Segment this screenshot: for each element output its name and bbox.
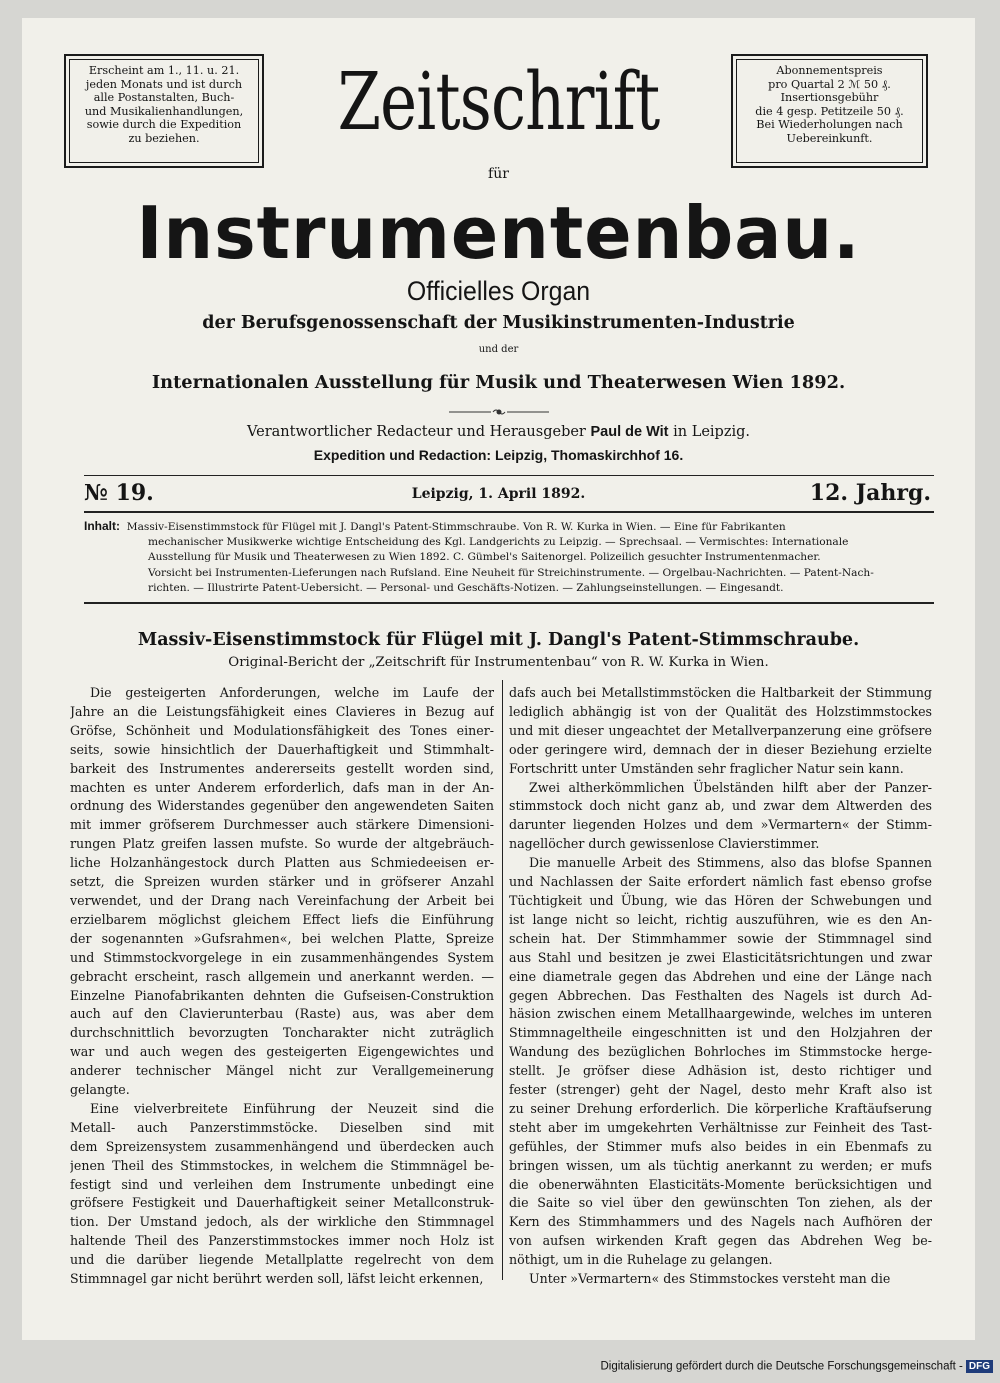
article-text-line: tion. Der Umstand jedoch, als der wirkliche den Stimmnagel [70,1214,494,1230]
article-text-line: gröfsere Festigkeit und Dauerhaftigkeit seiner Metallconstruk- [70,1195,494,1211]
und-der: und der [478,344,519,355]
issue-number: № 19. [84,480,154,506]
digitization-footer [0,1360,993,1373]
masthead-title-zeitschrift: Zeitschrift [337,55,660,148]
table-of-contents [84,519,934,596]
article-text-line: schein hat. Der Stimmhammer sowie der Stimmnagel sind [509,930,932,946]
editor-name: Paul de Wit [590,424,669,440]
article-text-line: die Saite so viel über den gewünschten Ton ziehen, als der [509,1195,932,1211]
left-box-line: zu beziehen. [128,131,200,145]
article-text-line: fester (strenger) geht der Nagel, desto mehr Kraft also ist [509,1082,932,1098]
article-text-line: auch auf den Clavierunterbau (Raste) aus, was aber dem [70,1006,494,1022]
article-text-line: und Nachlassen der Saite erfordert nämlich fast ebenso grofse [509,874,932,890]
article-text-line: Die gesteigerten Anforderungen, welche im Laufe der [90,685,494,700]
article-text-line: dafs auch bei Metallstimmstöcken die Haltbarkeit der Stimmung [509,685,932,700]
right-box-line: Insertionsgebühr [780,91,879,105]
article-text-line: der sogenannten »Gufsrahmen«, bei welchen Platte, Spreize [70,930,494,946]
left-box-line: jeden Monats und ist durch [85,77,243,91]
right-box-line: pro Quartal 2 ℳ 50 ₰. [768,77,891,91]
article-text-line: Eine vielverbreitete Einführung der Neuzeit sind die [90,1100,494,1116]
article-text-line: nöthigt, um in die Ruhelage zu gelangen. [509,1252,773,1268]
column-divider [502,680,503,1280]
right-box-line: Abonnementspreis [776,64,883,77]
article-text-line: von aufsen wirkenden Kraft gegen das Abdrehen Weg be- [509,1233,932,1249]
page-sheet [22,18,975,1340]
article-text-line: die obenerwähnten Elasticitäts-Momente berücksichtigen und [509,1176,932,1192]
masthead-title-fur: für [488,166,509,182]
ornament-icon [449,407,549,417]
article-text-line: haltende Theil des Panzerstimmstockes immer noch Holz ist [70,1233,494,1249]
article-text-line: Wandung des bezüglichen Bohrloches im Stimmstocke herge- [509,1044,932,1060]
article-text-line: oder geringere wird, demnach der in dieser Beziehung erzielte [509,741,932,757]
contents-line [84,519,934,535]
editor-suffix: in Leipzig. [673,424,750,440]
editor-line [22,424,975,440]
expedition-line: Expedition und Redaction: Leipzig, Thomaskirchhof 16. [313,447,684,463]
ornament-divider [449,402,549,412]
article-text-line: Zwei altherkömmlichen Übelständen hilft aber der Panzer- [529,779,932,795]
newspaper-page [22,18,975,1340]
article-text-line: verwendet, und der Drang nach Vereinfachung der Arbeit bei [70,892,494,908]
article-text-line: durchschnittlich bevorzugten Toncharakter nicht zuträglich [70,1025,494,1041]
article-text-line: und die darüber liegende Metallplatte regelrecht von dem [70,1252,494,1268]
article-text-line: stellt. Je gröfser diese Adhäsion ist, desto richtiger und [509,1063,932,1079]
article-text-line: rungen Platz greifen lassen mufste. So wurde der altgebräuch- [70,836,494,852]
article-text-line: und mit dieser ungeachtet der Metallverpanzerung eine gröfsere [509,722,932,738]
article-text-line: häsion zwischen einem Metallhaargewinde, welches im unteren [509,1006,932,1022]
article-text-line: mit immer gröfserem Durchmesser auch stärkere Dimensioni- [70,817,494,833]
article-text-line: Jahre an die Leistungsfähigkeit eines Clavieres in Bezug auf [70,703,494,719]
organ-line-2: Internationalen Ausstellung für Musik und Theaterwesen Wien 1892. [151,372,846,393]
article-text-line: stimmstock doch nicht ganz ab, und zwar dem Altwerden des [509,798,932,814]
article-text-line: steht aber im umgekehrten Verhältnisse zur Feinheit des Tast- [509,1119,932,1135]
article-text-line: jenen Theil des Stimmstockes, in welchem die Stimmnägel be- [70,1157,494,1173]
left-box-line: alle Postanstalten, Buch- [93,91,235,105]
article-text-line: Kern des Stimmhammers und des Nagels nach Aufhören der [509,1214,932,1230]
masthead-title-instrumentenbau: Instrumentenbau. [136,191,861,275]
article-text-line: Fortschritt unter Umständen sehr fraglicher Natur sein kann. [509,760,904,776]
right-box-line: die 4 gesp. Petitzeile 50 ₰. [755,104,904,118]
article-text-line: Tüchtigkeit und Übung, wie das Hören der Schwebungen und [509,892,932,908]
left-box-line: sowie durch die Expedition [86,118,242,132]
article-text-line: liche Holzanhängestock durch Platten aus Schmiedeeisen er- [70,855,494,871]
article-text-line: gelangte. [70,1082,130,1098]
article-text-line: Gröfse, Schönheit und Modulationsfähigkeit des Tones einer- [70,722,494,738]
article-text-line: Die manuelle Arbeit des Stimmens, also das blofse Spannen [529,855,932,871]
dfg-logo: DFG [966,1360,993,1373]
article-text-line: bringen wissen, um als tüchtig anerkannt zu werden; er mufs [509,1157,932,1173]
article-text-line: seits, sowie hinsichtlich der Dauerhaftigkeit und Stimmhalt- [70,741,494,757]
article-text-line: Unter »Vermartern« des Stimmstockes versteht man die [529,1271,891,1287]
footer-text: Digitalisierung gefördert durch die Deutsche Forschungsgemeinschaft - [600,1360,963,1373]
left-box-line: Erscheint am 1., 11. u. 21. [88,64,240,77]
contents-line: Ausstellung für Musik und Theaterwesen zu Wien 1892. C. Gümbel's Saitenorgel. Polizeilich gesuchter Instrumentenmacher. [148,551,821,564]
article-text-line: eine diametrale gegen das Abdrehen und eine der Länge nach [509,968,932,984]
article-text-line: barkeit des Instrumentes andererseits gestellt worden sind, [70,760,494,776]
article-text-line: zu seiner Drehung erforderlich. Die körperliche Kraftäufserung [509,1100,932,1116]
article-text-line: ordnung des Widerstandes gegenüber den angewendeten Saiten [70,798,494,814]
article-column-right [509,684,932,1289]
article-text-line: darunter liegenden Holzes und dem »Vermartern« der Stimm- [509,817,932,833]
article-text-line: Stimmnagel gar nicht berührt werden soll, läfst leicht erkennen, [70,1271,484,1287]
article-headline: Massiv-Eisenstimmstock für Flügel mit J. Dangl's Patent-Stimmschraube. [137,630,860,650]
article-column-left [70,684,494,1289]
article-text-line: Metall- auch Panzerstimmstöcke. Dieselben sind mit [70,1119,494,1135]
issue-year: 12. Jahrg. [809,480,931,506]
article-text-line: setzt, die Spreizen wurden stärker und in gröfserer Anzahl [70,874,494,890]
organ-line-1: der Berufsgenossenschaft der Musikinstrumenten-Industrie [202,313,795,333]
article-text-line: Einzelne Pianofabrikanten dehnten die Gufseisen-Construktion [70,987,494,1003]
contents-line: mechanischer Musikwerke wichtige Entscheidung des Kgl. Landgerichts zu Leipzig. — Sprechsaal. — Vermischtes: Internationale [148,536,849,549]
article-text-line: festigt sind und verleihen dem Instrumente unbedingt eine [70,1176,494,1192]
issue-date: Leipzig, 1. April 1892. [411,486,586,502]
article-text-line: gebracht erscheint, rasch allgemein und anerkannt werden. — [70,968,494,984]
article-byline: Original-Bericht der „Zeitschrift für Instrumentenbau“ von R. W. Kurka in Wien. [228,655,769,670]
article-text-line: und Stimmstockvorgelege in ein zusammenhängendes System [70,949,494,965]
contents-rule [84,602,934,604]
article-text-line: Stimmnageltheile eingeschnitten ist und den Holzjahren der [509,1025,932,1041]
article-text-line: erzielbarem möglichst gleichem Effect liefs die Einführung [70,911,494,927]
article-text-line: anderer technischer Mängel nicht zur Verallgemeinerung [70,1063,494,1079]
editor-prefix: Verantwortlicher Redacteur und Herausgeber [247,424,586,440]
right-box-line: Bei Wiederholungen nach [756,118,903,132]
article-text-line: nagellöcher durch gewissenlose Clavierstimmer. [509,836,820,852]
contents-line: richten. — Illustrirte Patent-Uebersicht. — Personal- und Geschäfts-Notizen. — Zahlungseinstellungen. — Eingesandt. [148,581,784,594]
article-text-line: dem Spreizensystem zusammenhängend und überdecken auch [70,1138,494,1154]
article-text-line: lediglich abhängig ist von der Qualität des Holzstimmstockes [509,703,932,719]
contents-line: Vorsicht bei Instrumenten-Lieferungen nach Rufsland. Eine Neuheit für Streichinstrumente. — Orgelbau-Nachrichten. — Patent-Nach- [148,566,874,579]
contents-label: Inhalt: [84,519,120,533]
article-text-line: machten es unter Anderem erforderlich, dafs man in der An- [70,779,494,795]
contents-text: Massiv-Eisenstimmstock für Flügel mit J. Dangl's Patent-Stimmschraube. Von R. W. Kurka in Wien. — Eine für Fabrikanten [126,521,786,533]
issue-rule [84,511,934,513]
article-text-line: gegen Abbrechen. Das Festhalten des Nagels ist durch Ad- [509,987,932,1003]
article-text-line: aus Stahl und besitzen je zwei Elasticitätsrichtungen und zwar [509,949,932,965]
article-text-line: gefühles, der Stimmer mufs also beides in ein Ebenmafs zu [509,1138,932,1154]
article-text-line: war und auch wegen des gesteigerten Eigengewichtes und [70,1044,494,1060]
left-box-line: und Musikalienhandlungen, [84,104,244,118]
header-rule [84,475,934,476]
article-text-line: ist lange nicht so leicht, richtig auszuführen, wie es den An- [509,911,932,927]
right-box-line: Uebereinkunft. [786,131,873,145]
masthead-subtitle: Officielles Organ [406,276,591,306]
